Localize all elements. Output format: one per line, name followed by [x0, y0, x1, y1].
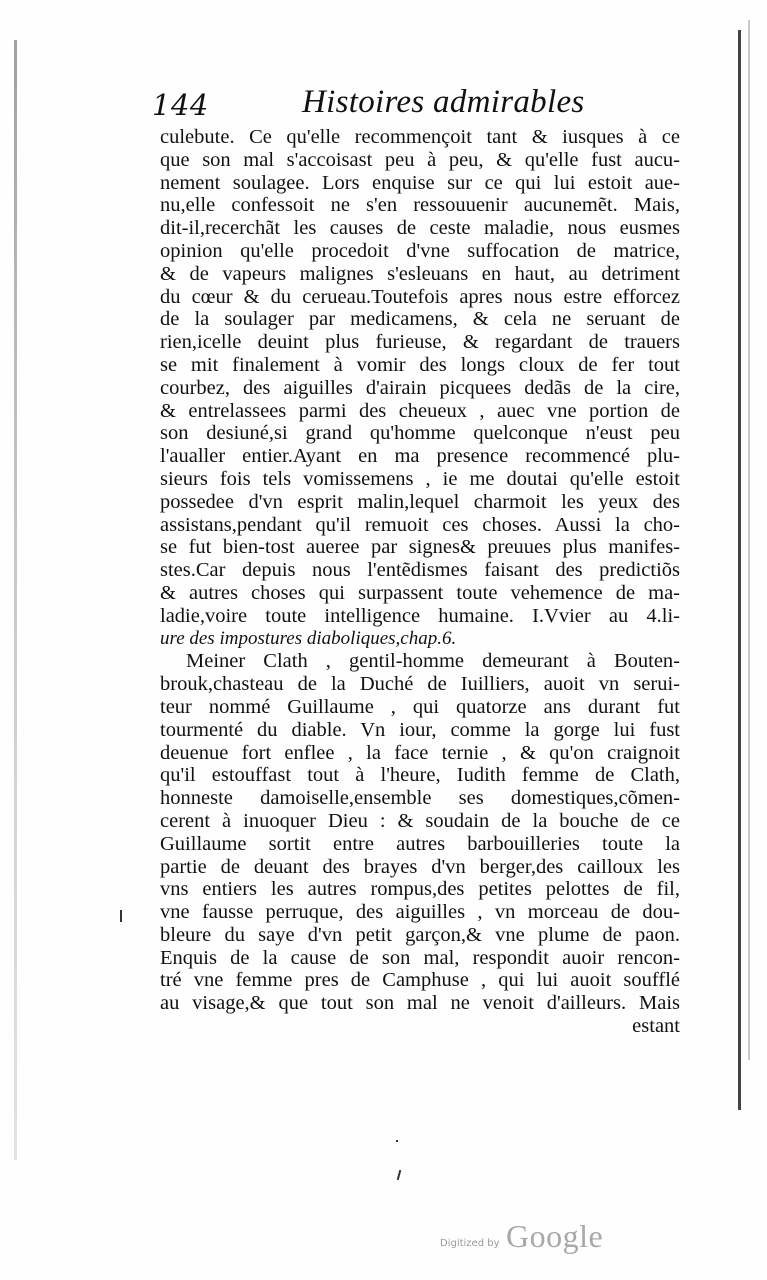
text-line: & autres choses qui surpassent toute vehemence de ma-	[160, 581, 680, 604]
text-line: se mit finalement à vomir des longs cloux de fer tout	[160, 353, 680, 376]
text-line: du cœur & du cerueau.Toutefois apres nous estre efforcez	[160, 285, 680, 308]
text-line: assistans,pendant qu'il remuoit ces choses. Aussi la cho-	[160, 513, 680, 536]
text-line: opinion qu'elle procedoit d'vne suffocation de matrice,	[160, 239, 680, 262]
text-line: honneste damoiselle,ensemble ses domestiques,cõmen-	[160, 787, 680, 810]
text-line: que son mal s'accoisast peu à peu, & qu'elle fust aucu-	[160, 148, 680, 171]
margin-speck	[396, 1140, 398, 1142]
page-body	[160, 126, 680, 1038]
text-line: & de vapeurs malignes s'esleuans en haut, au detriment	[160, 262, 680, 285]
text-line: au visage,& que tout son mal ne venoit d'ailleurs. Mais	[160, 992, 680, 1015]
text-line: Guillaume sortit entre autres barbouilleries toute la	[160, 832, 680, 855]
text-line: vns entiers les autres rompus,des petites pelottes de fil,	[160, 878, 680, 901]
text-line: tré vne femme pres de Camphuse , qui lui auoit soufflé	[160, 969, 680, 992]
text-line: se fut bien-tost aueree par signes& preuues plus manifes-	[160, 536, 680, 559]
margin-speck	[120, 910, 122, 922]
page-left-shadow	[14, 40, 17, 1160]
google-watermark	[440, 1218, 640, 1258]
text-line: qu'il estouffast tout à l'heure, Iudith femme de Clath,	[160, 764, 680, 787]
text-line: de la soulager par medicamens, & cela ne seruant de	[160, 308, 680, 331]
text-line: son desiuné,si grand qu'homme quelconque n'eust peu	[160, 422, 680, 445]
page-header	[152, 84, 692, 128]
text-line: deuenue fort enflee , la face ternie , & qu'on craignoit	[160, 741, 680, 764]
margin-speck	[397, 1170, 402, 1180]
text-line: & entrelassees parmi des cheueux , auec vne portion de	[160, 399, 680, 422]
text-line: dit-il,recerchãt les causes de ceste maladie, nous eusmes	[160, 217, 680, 240]
digitized-by-label: Digitized by	[440, 1238, 500, 1249]
text-line: rien,icelle deuint plus furieuse, & regardant de trauers	[160, 331, 680, 354]
text-line: vne fausse perruque, des aiguilles , vn morceau de dou-	[160, 901, 680, 924]
text-line: cerent à inuoquer Dieu : & soudain de la bouche de ce	[160, 809, 680, 832]
text-line: brouk,chasteau de la Duché de Iuilliers, auoit vn serui-	[160, 673, 680, 696]
text-line: courbez, des aiguilles d'airain picquees dedãs de la cire,	[160, 376, 680, 399]
text-line: sieurs fois tels vomissemens , ie me doutai qu'elle estoit	[160, 467, 680, 490]
text-line: Enquis de la cause de son mal, respondit auoir rencon-	[160, 946, 680, 969]
text-line: nement soulagee. Lors enquise sur ce qui lui estoit aue-	[160, 171, 680, 194]
text-line: possedee d'vn esprit malin,lequel charmoit les yeux des	[160, 490, 680, 513]
text-line: Meiner Clath , gentil-homme demeurant à Bouten-	[186, 650, 680, 673]
text-line: partie de deuant des brayes d'vn berger,des cailloux les	[160, 855, 680, 878]
text-line: tourmenté du diable. Vn iour, comme la gorge lui fust	[160, 718, 680, 741]
text-line: stes.Car depuis nous l'entẽdismes faisant des predictiõs	[160, 559, 680, 582]
text-line: culebute. Ce qu'elle recommençoit tant & iusques à ce	[160, 126, 680, 148]
text-line: teur nommé Guillaume , qui quatorze ans durant fut	[160, 695, 680, 718]
text-line: ladie,voire toute intelligence humaine. I.Vvier au 4.li-	[160, 604, 680, 627]
running-head: Histoires admirables	[302, 84, 585, 120]
text-line: bleure du saye d'vn petit garçon,& vne plume de paon.	[160, 923, 680, 946]
citation-line: ure des impostures diaboliques,chap.6.	[160, 627, 457, 649]
page-right-edge-faint	[748, 20, 750, 1060]
page-right-edge	[738, 30, 741, 1110]
text-line: l'aualler entier.Ayant en ma presence recommencé plu-	[160, 445, 680, 468]
page-number: 144	[152, 88, 209, 122]
text-line: nu,elle confessoit ne s'en ressouuenir aucunemẽt. Mais,	[160, 194, 680, 217]
catchword: estant	[632, 1015, 680, 1038]
google-logo: Google	[506, 1218, 604, 1254]
